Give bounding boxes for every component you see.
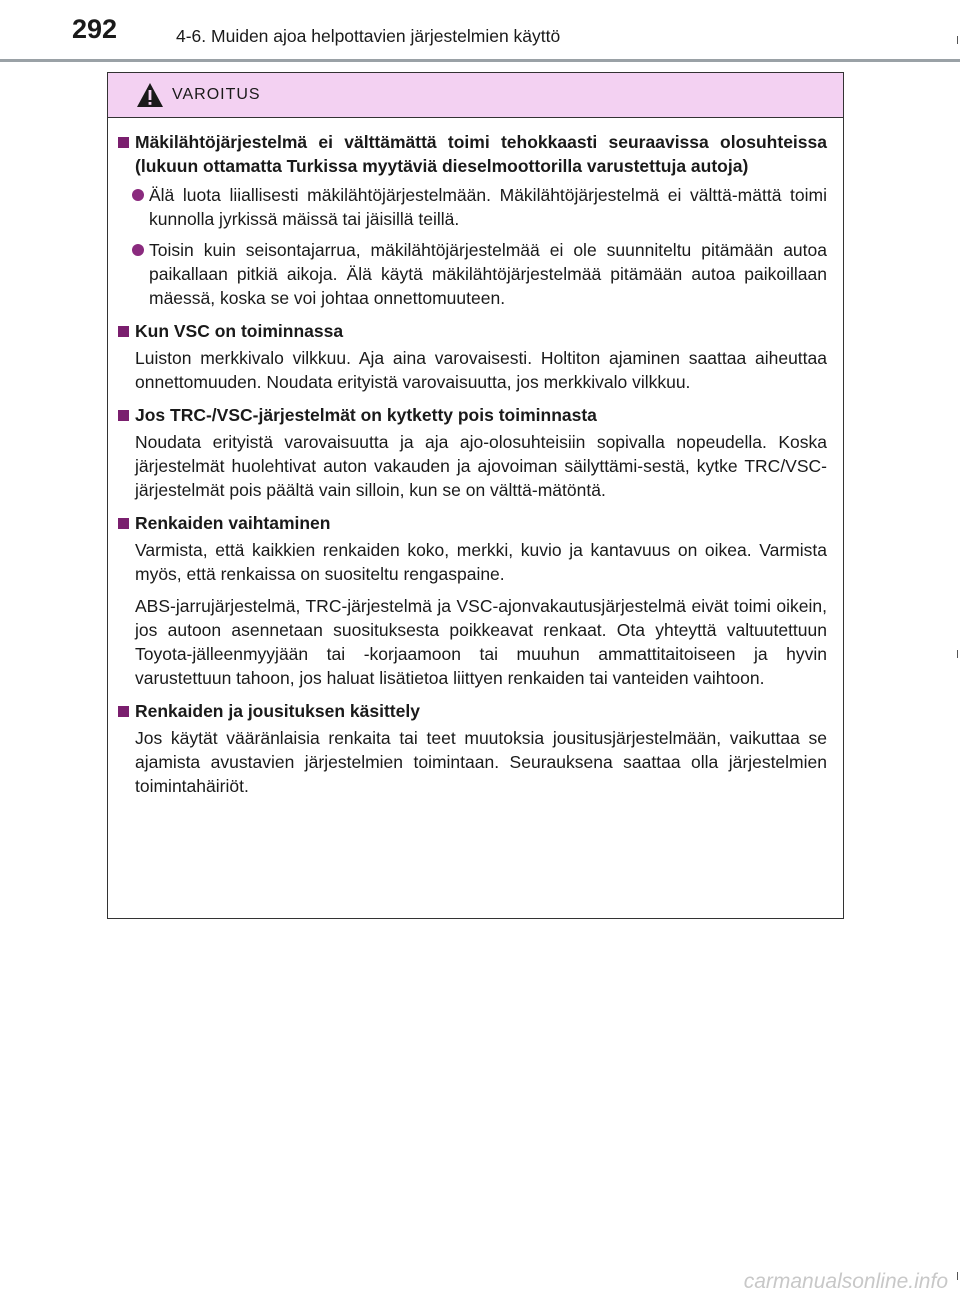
chapter-title: 4-6. Muiden ajoa helpottavien järjestelmien käyttö [176, 26, 561, 46]
warning-title: VAROITUS [172, 86, 261, 103]
section-paragraph: Varmista, että kaikkien renkaiden koko, merkki, kuvio ja kantavuus on oikea. Varmista myös, että renkaissa on suositeltu rengaspaine. [135, 540, 827, 584]
section-heading [118, 699, 827, 723]
warning-header [108, 73, 843, 118]
warning-box [107, 72, 844, 919]
section-heading [118, 319, 827, 343]
watermark: carmanualsonline.info [743, 1270, 948, 1293]
bullet-item [132, 238, 827, 310]
section-paragraph: ABS-jarrujärjestelmä, TRC-järjestelmä ja VSC-ajonvakautusjärjestelmä eivät toimi oikein, jos autoon asennetaan suosituksesta poikkeavat renkaat. Ota yhteyttä valtuutettuun Toyota-jälleenmyyjään tai -korjaamoon tai muuhun ammattitaitoiseen ja hyvin varustettuun tahoon, jos haluat lisätietoa liittyen renkaiden tai vanteiden vaihtoon. [135, 596, 827, 688]
section-paragraph: Noudata erityistä varovaisuutta ja aja ajo-olosuhteisiin sopivalla nopeudella. Koska järjestelmät huolehtivat auton vakauden ja ajovoiman säilyttämi-sestä, kytke TRC/VSC-järjestelmät pois päältä vain silloin, kun se on välttä-mätöntä. [135, 432, 827, 500]
section-heading-text: Mäkilähtöjärjestelmä ei välttämättä toimi tehokkaasti seuraavissa olosuhteissa (lukuun ottamatta Turkissa myytäviä dieselmoottorilla varustettuja autoja) [135, 132, 827, 176]
crop-mark [957, 650, 958, 658]
square-bullet-icon [118, 410, 129, 421]
square-bullet-icon [118, 518, 129, 529]
section-heading-text: Kun VSC on toiminnassa [135, 321, 344, 341]
square-bullet-icon [118, 706, 129, 717]
square-bullet-icon [118, 137, 129, 148]
warning-section [118, 319, 827, 394]
header-rule [0, 59, 960, 62]
section-paragraph: Jos käytät vääränlaisia renkaita tai teet muutoksia jousitusjärjestelmään, vaikuttaa se ajamista avustavien järjestelmien toimintaan. Seurauksena saattaa olla järjestelmien toimintahäiriöt. [135, 728, 827, 796]
warning-section [118, 130, 827, 310]
warning-content [108, 118, 843, 798]
warning-section [118, 403, 827, 502]
warning-triangle-icon [136, 82, 164, 108]
circle-bullet-icon [132, 244, 144, 256]
section-heading-text: Jos TRC-/VSC-järjestelmät on kytketty pois toiminnasta [135, 405, 597, 425]
crop-mark [957, 36, 958, 44]
warning-section [118, 699, 827, 798]
bullet-item [132, 183, 827, 231]
page-number: 292 [72, 14, 118, 44]
section-paragraph: Luiston merkkivalo vilkkuu. Aja aina varovaisesti. Holtiton ajaminen saattaa aiheuttaa onnettomuuden. Noudata erityistä varovaisuutta, jos merkkivalo vilkkuu. [135, 348, 827, 392]
warning-section [118, 511, 827, 690]
section-heading [118, 130, 827, 178]
section-heading-text: Renkaiden ja jousituksen käsittely [135, 701, 420, 721]
section-heading [118, 403, 827, 427]
bullet-text: Älä luota liiallisesti mäkilähtöjärjestelmään. Mäkilähtöjärjestelmä ei välttä-mättä toimi kunnolla jyrkissä mäissä tai jäisillä teillä. [149, 185, 827, 229]
section-heading-text: Renkaiden vaihtaminen [135, 513, 331, 533]
circle-bullet-icon [132, 189, 144, 201]
section-heading [118, 511, 827, 535]
bullet-text: Toisin kuin seisontajarrua, mäkilähtöjärjestelmää ei ole suunniteltu pitämään autoa paikallaan pitkiä aikoja. Älä käytä mäkilähtöjärjestelmää pitämään autoa paikoillaan mäessä, koska se voi johtaa onnettomuuteen. [149, 240, 827, 308]
crop-mark [957, 1272, 958, 1280]
square-bullet-icon [118, 326, 129, 337]
